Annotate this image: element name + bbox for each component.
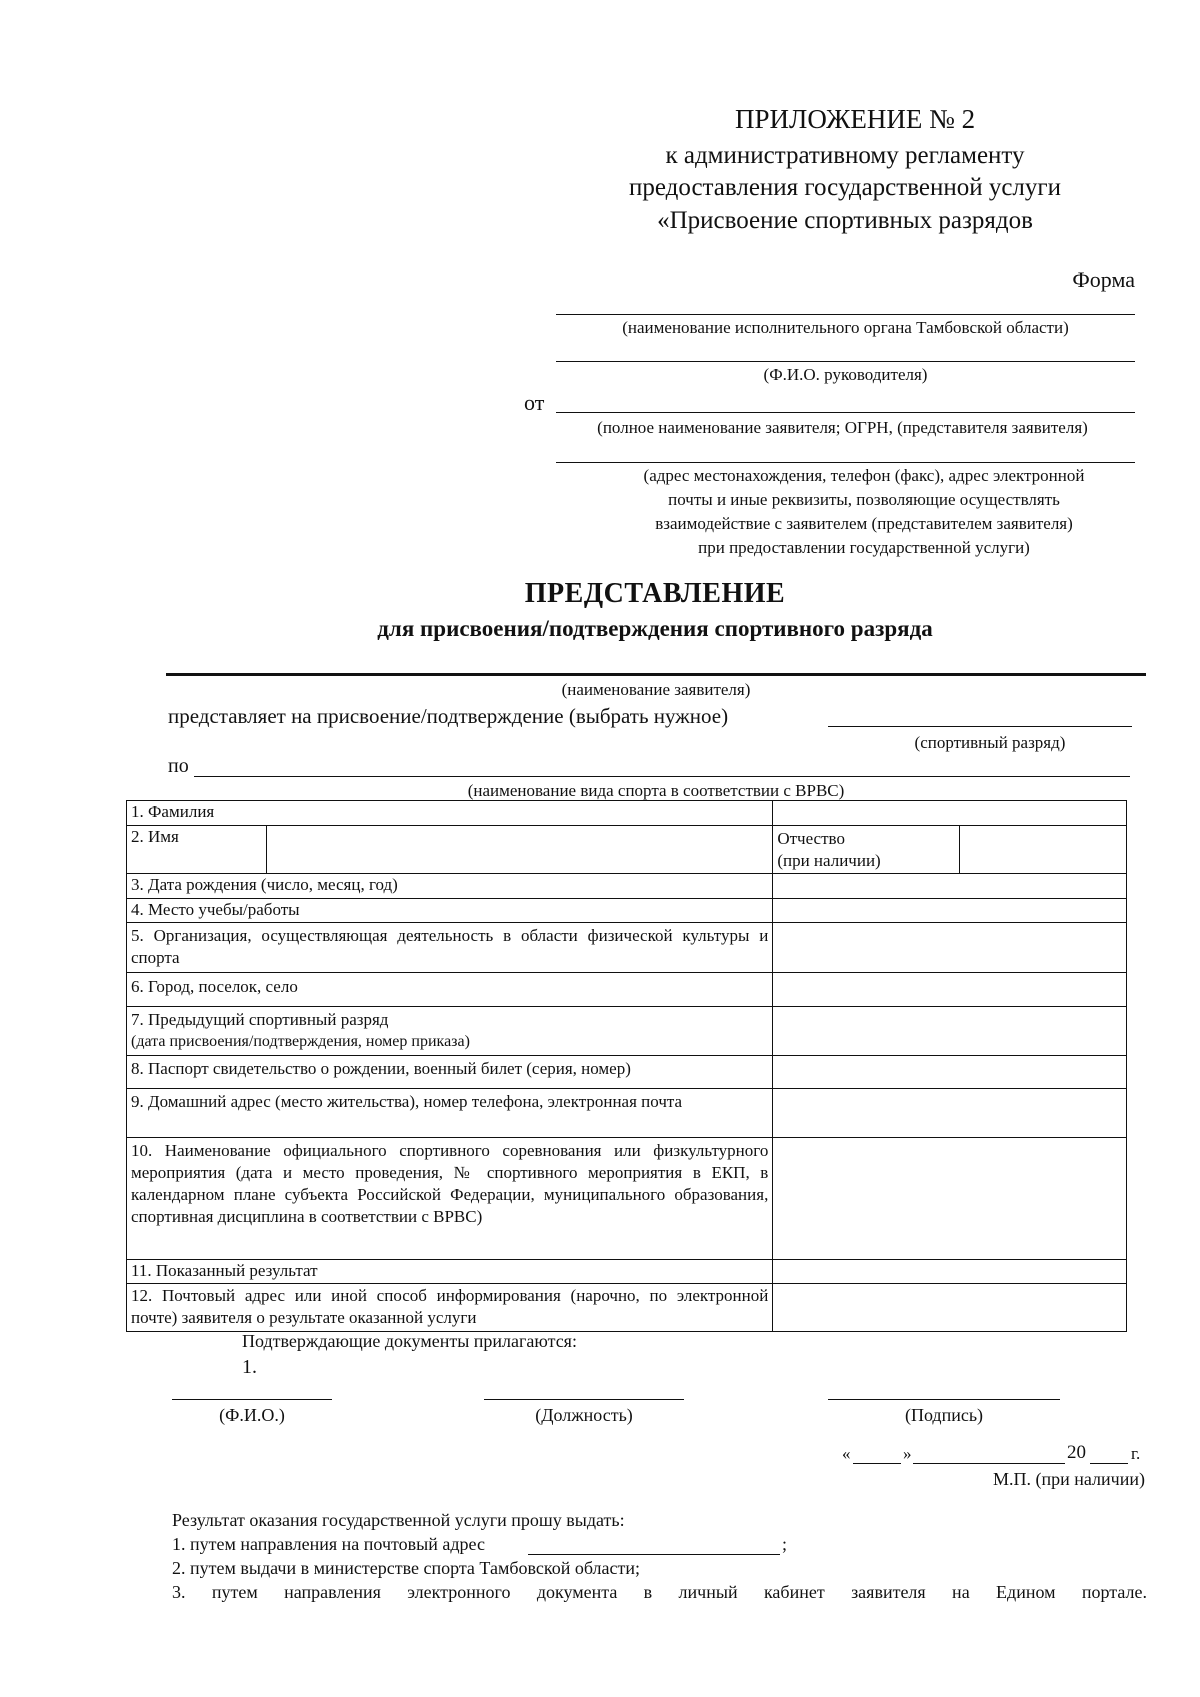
table-row <box>127 973 1127 1007</box>
table-row <box>127 874 1127 899</box>
head-name-caption: (Ф.И.О. руководителя) <box>763 365 928 384</box>
presents-text: представляет на присвоение/подтверждение (выбрать нужное) <box>168 704 729 728</box>
stamp-label: М.П. (при наличии) <box>993 1469 1145 1489</box>
applicant-caption: (полное наименование заявителя; ОГРН, (представителя заявителя) <box>597 418 1088 437</box>
home-address-value-cell[interactable] <box>773 1089 1127 1138</box>
table-row <box>127 1138 1127 1260</box>
appendix-title: ПРИЛОЖЕНИЕ № 2 <box>735 104 976 134</box>
patronymic-label-cell <box>773 826 960 874</box>
table-row <box>127 1260 1127 1284</box>
attachments-label: Подтверждающие документы прилагаются: <box>242 1331 577 1351</box>
surname-label: 1. Фамилия <box>127 801 773 826</box>
name-label: 2. Имя <box>127 826 267 874</box>
position-signature-line[interactable] <box>484 1399 684 1400</box>
birth-date-value-cell[interactable] <box>773 874 1127 899</box>
patronymic-note: (при наличии) <box>777 851 881 870</box>
prev-rank-note: (дата присвоения/подтверждения, номер приказа) <box>131 1033 470 1050</box>
city-value-cell[interactable] <box>773 973 1127 1007</box>
document-title: ПРЕДСТАВЛЕНИЕ <box>524 578 786 609</box>
sport-rank-caption: (спортивный разряд) <box>914 733 1066 752</box>
result-label: 11. Показанный результат <box>127 1260 773 1284</box>
delivery-option-2: 2. путем выдачи в министерстве спорта Тамбовской области; <box>172 1558 641 1578</box>
passport-value-cell[interactable] <box>773 1056 1127 1089</box>
prev-rank-value-cell[interactable] <box>773 1007 1127 1056</box>
delivery-option-3: 3. путем направления электронного документа в личный кабинет заявителя на Едином портале. <box>172 1582 1147 1602</box>
date-quote-open: « <box>842 1444 851 1463</box>
org-name-caption: (наименование исполнительного органа Тамбовской области) <box>622 318 1069 337</box>
applicant-name-line[interactable] <box>556 412 1135 413</box>
address-caption-2: почты и иные реквизиты, позволяющие осуществлять <box>668 490 1060 509</box>
city-label: 6. Город, поселок, село <box>127 973 773 1007</box>
patronymic-value-cell[interactable] <box>960 826 1127 874</box>
table-row <box>127 923 1127 973</box>
address-caption-4: при предоставлении государственной услуги) <box>698 538 1030 557</box>
postal-value-cell[interactable] <box>773 1284 1127 1332</box>
applicant-name-field-line[interactable] <box>166 673 1146 676</box>
organization-value-cell[interactable] <box>773 923 1127 973</box>
fio-caption: (Ф.И.О.) <box>219 1405 285 1425</box>
study-work-label: 4. Место учебы/работы <box>127 899 773 923</box>
prev-rank-label: 7. Предыдущий спортивный разряд <box>131 1010 389 1029</box>
sport-rank-line[interactable] <box>828 726 1132 727</box>
passport-label: 8. Паспорт свидетельство о рождении, военный билет (серия, номер) <box>127 1056 773 1089</box>
org-name-line[interactable] <box>556 314 1135 315</box>
address-caption-3: взаимодействие с заявителем (представителем заявителя) <box>655 514 1073 533</box>
appendix-line-2: предоставления государственной услуги <box>628 174 1062 201</box>
postal-label: 12. Почтовый адрес или иной способ информирования (нарочно, по электронной почте) заявителя о результате оказанной услуги <box>127 1284 773 1332</box>
table-row <box>127 1089 1127 1138</box>
competition-value-cell[interactable] <box>773 1138 1127 1260</box>
date-day-line[interactable] <box>853 1463 901 1464</box>
competition-label: 10. Наименование официального спортивного соревнования или физкультурного мероприятия (дата и место проведения, № спортивного мероприятия в ЕКП, в календарном плане субъекта Российской Федерации, муниципального образования, спортивная дисциплина в соответствии с ВРВС) <box>127 1138 773 1260</box>
date-quote-close: » <box>903 1444 912 1463</box>
postal-address-line[interactable] <box>528 1554 780 1555</box>
study-work-value-cell[interactable] <box>773 899 1127 923</box>
sport-name-caption: (наименование вида спорта в соответствии с ВРВС) <box>467 781 845 800</box>
result-value-cell[interactable] <box>773 1260 1127 1284</box>
table-row <box>127 1007 1127 1056</box>
by-label: по <box>168 755 189 777</box>
form-label: Форма <box>1072 267 1135 292</box>
signature-line[interactable] <box>828 1399 1060 1400</box>
intro-applicant-caption: (наименование заявителя) <box>561 680 751 699</box>
appendix-line-1: к административному регламенту <box>665 142 1025 169</box>
organization-label: 5. Организация, осуществляющая деятельность в области физической культуры и спорта <box>127 923 773 973</box>
delivery-option-1-end: ; <box>782 1534 788 1554</box>
athlete-info-table <box>126 800 1127 1332</box>
document-subtitle: для присвоения/подтверждения спортивного разряда <box>377 616 933 641</box>
table-row <box>127 801 1127 826</box>
prev-rank-label-cell <box>127 1007 773 1056</box>
home-address-label: 9. Домашний адрес (место жительства), номер телефона, электронная почта <box>127 1089 773 1138</box>
table-row <box>127 1284 1127 1332</box>
date-year-suffix: г. <box>1131 1444 1141 1463</box>
name-value-cell[interactable] <box>266 826 772 874</box>
date-year-line[interactable] <box>1090 1463 1128 1464</box>
attachments-item-1: 1. <box>242 1356 257 1378</box>
from-label: от <box>524 390 545 415</box>
sport-name-line[interactable] <box>194 776 1130 777</box>
appendix-line-3: «Присвоение спортивных разрядов <box>657 207 1033 234</box>
surname-value-cell[interactable] <box>773 801 1127 826</box>
signature-caption: (Подпись) <box>904 1405 984 1425</box>
applicant-address-line[interactable] <box>556 462 1135 463</box>
delivery-option-1: 1. путем направления на почтовый адрес <box>172 1534 485 1554</box>
head-name-line[interactable] <box>556 361 1135 362</box>
birth-date-label: 3. Дата рождения (число, месяц, год) <box>127 874 773 899</box>
date-year-prefix: 20 <box>1067 1442 1086 1463</box>
delivery-label: Результат оказания государственной услуги прошу выдать: <box>172 1510 625 1530</box>
date-month-line[interactable] <box>913 1463 1065 1464</box>
fio-signature-line[interactable] <box>172 1399 332 1400</box>
position-caption: (Должность) <box>535 1405 633 1425</box>
address-caption-1: (адрес местонахождения, телефон (факс), адрес электронной <box>643 466 1085 485</box>
table-row <box>127 826 1127 874</box>
patronymic-label: Отчество <box>777 829 845 848</box>
table-row <box>127 1056 1127 1089</box>
table-row <box>127 899 1127 923</box>
